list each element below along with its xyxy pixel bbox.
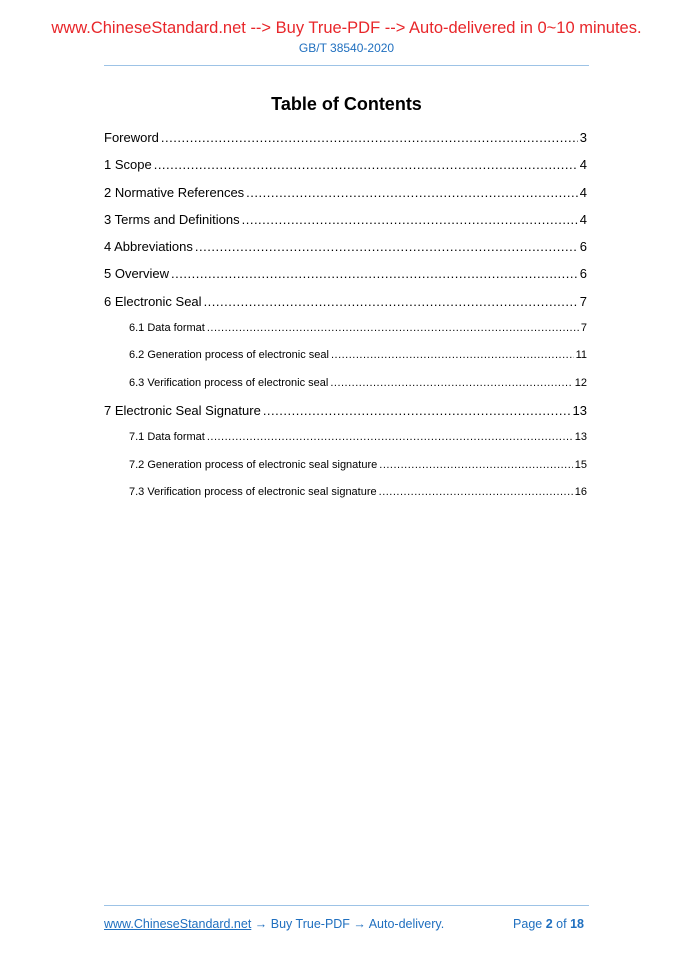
page-word: Page [513,917,543,931]
toc-entry-label: 7.2 Generation process of electronic seal signature [129,458,378,471]
toc-entry-label: 1 Scope [104,157,152,173]
toc-title: Table of Contents [271,94,422,114]
toc-entry-scope[interactable] [104,155,587,182]
dot-leader [207,320,579,337]
toc-entry-label: 7 Electronic Seal Signature [104,402,261,418]
toc-entry-overview[interactable] [104,264,587,291]
toc-entry-page: 3 [579,130,587,145]
toc-entry-label: 6.3 Verification process of electronic seal [129,376,329,389]
toc-entry-6-3-verification-process[interactable] [104,374,587,401]
toc-entry-foreword[interactable] [104,128,587,155]
dot-leader [263,402,571,419]
dot-leader [195,238,578,255]
dot-leader [204,293,578,310]
dot-leader [154,156,578,173]
toc-entry-page: 6 [579,266,587,282]
toc-entry-label: 6 Electronic Seal [104,293,202,309]
footer-website-link[interactable]: www.ChineseStandard.net [104,917,252,931]
toc-entry-page: 7 [580,322,587,335]
dot-leader [207,429,573,446]
toc-entry-page: 13 [574,431,587,444]
toc-entry-page: 4 [579,211,587,227]
toc-entry-7-3-verification-process[interactable] [104,483,587,510]
toc-entry-label: 7.3 Verification process of electronic seal signature [129,485,377,498]
toc-entry-page: 4 [579,184,587,200]
total-page-count: 18 [570,917,584,931]
toc-entry-7-1-data-format[interactable] [104,428,587,455]
promo-banner[interactable]: www.ChineseStandard.net --> Buy True-PDF --> Auto-delivered in 0~10 minutes. [51,19,642,37]
toc-entry-page: 7 [579,293,587,309]
dot-leader [379,484,573,501]
toc-entry-page: 12 [574,376,587,389]
toc-entry-label: 6.2 Generation process of electronic seal [129,349,329,362]
toc-entry-6-2-generation-process[interactable] [104,346,587,373]
dot-leader [330,375,572,392]
toc-entry-label: 2 Normative References [104,184,245,200]
current-page-number: 2 [545,917,553,931]
toc-entry-page: 4 [579,157,587,173]
toc-entry-label: Foreword [104,130,159,145]
dot-leader [331,347,574,364]
toc-entry-label: 5 Overview [104,266,170,282]
dot-leader [242,211,578,228]
header-divider [104,65,589,66]
document-id: GB/T 38540-2020 [298,41,395,55]
toc-entry-label: 6.1 Data format [129,322,205,335]
toc-entry-label: 3 Terms and Definitions [104,211,240,227]
toc-entry-label: 7.1 Data format [129,431,205,444]
toc-entry-label: 4 Abbreviations [104,239,193,255]
dot-leader [246,184,578,201]
footer-tagline: → Buy True-PDF → Auto-delivery. [251,917,445,931]
toc-entry-6-1-data-format[interactable] [104,319,587,346]
toc-entry-electronic-seal[interactable] [104,292,587,319]
toc-entry-page: 15 [574,458,587,471]
toc-entry-electronic-seal-signature[interactable] [104,401,587,428]
dot-leader [379,457,572,474]
toc-entry-page: 13 [572,402,587,418]
toc-entry-page: 11 [575,349,587,362]
toc-entry-abbreviations[interactable] [104,237,587,264]
dot-leader [171,265,578,282]
of-word: of [556,917,567,931]
page-indicator [513,917,584,931]
page-footer [104,917,584,931]
toc-entry-page: 16 [574,485,587,498]
toc-entry-page: 6 [579,239,587,255]
dot-leader [161,129,578,146]
toc-entry-terms-definitions[interactable] [104,210,587,237]
footer-divider [104,905,589,906]
table-of-contents [104,128,587,510]
toc-entry-7-2-generation-process[interactable] [104,456,587,483]
toc-entry-normative-references[interactable] [104,183,587,210]
